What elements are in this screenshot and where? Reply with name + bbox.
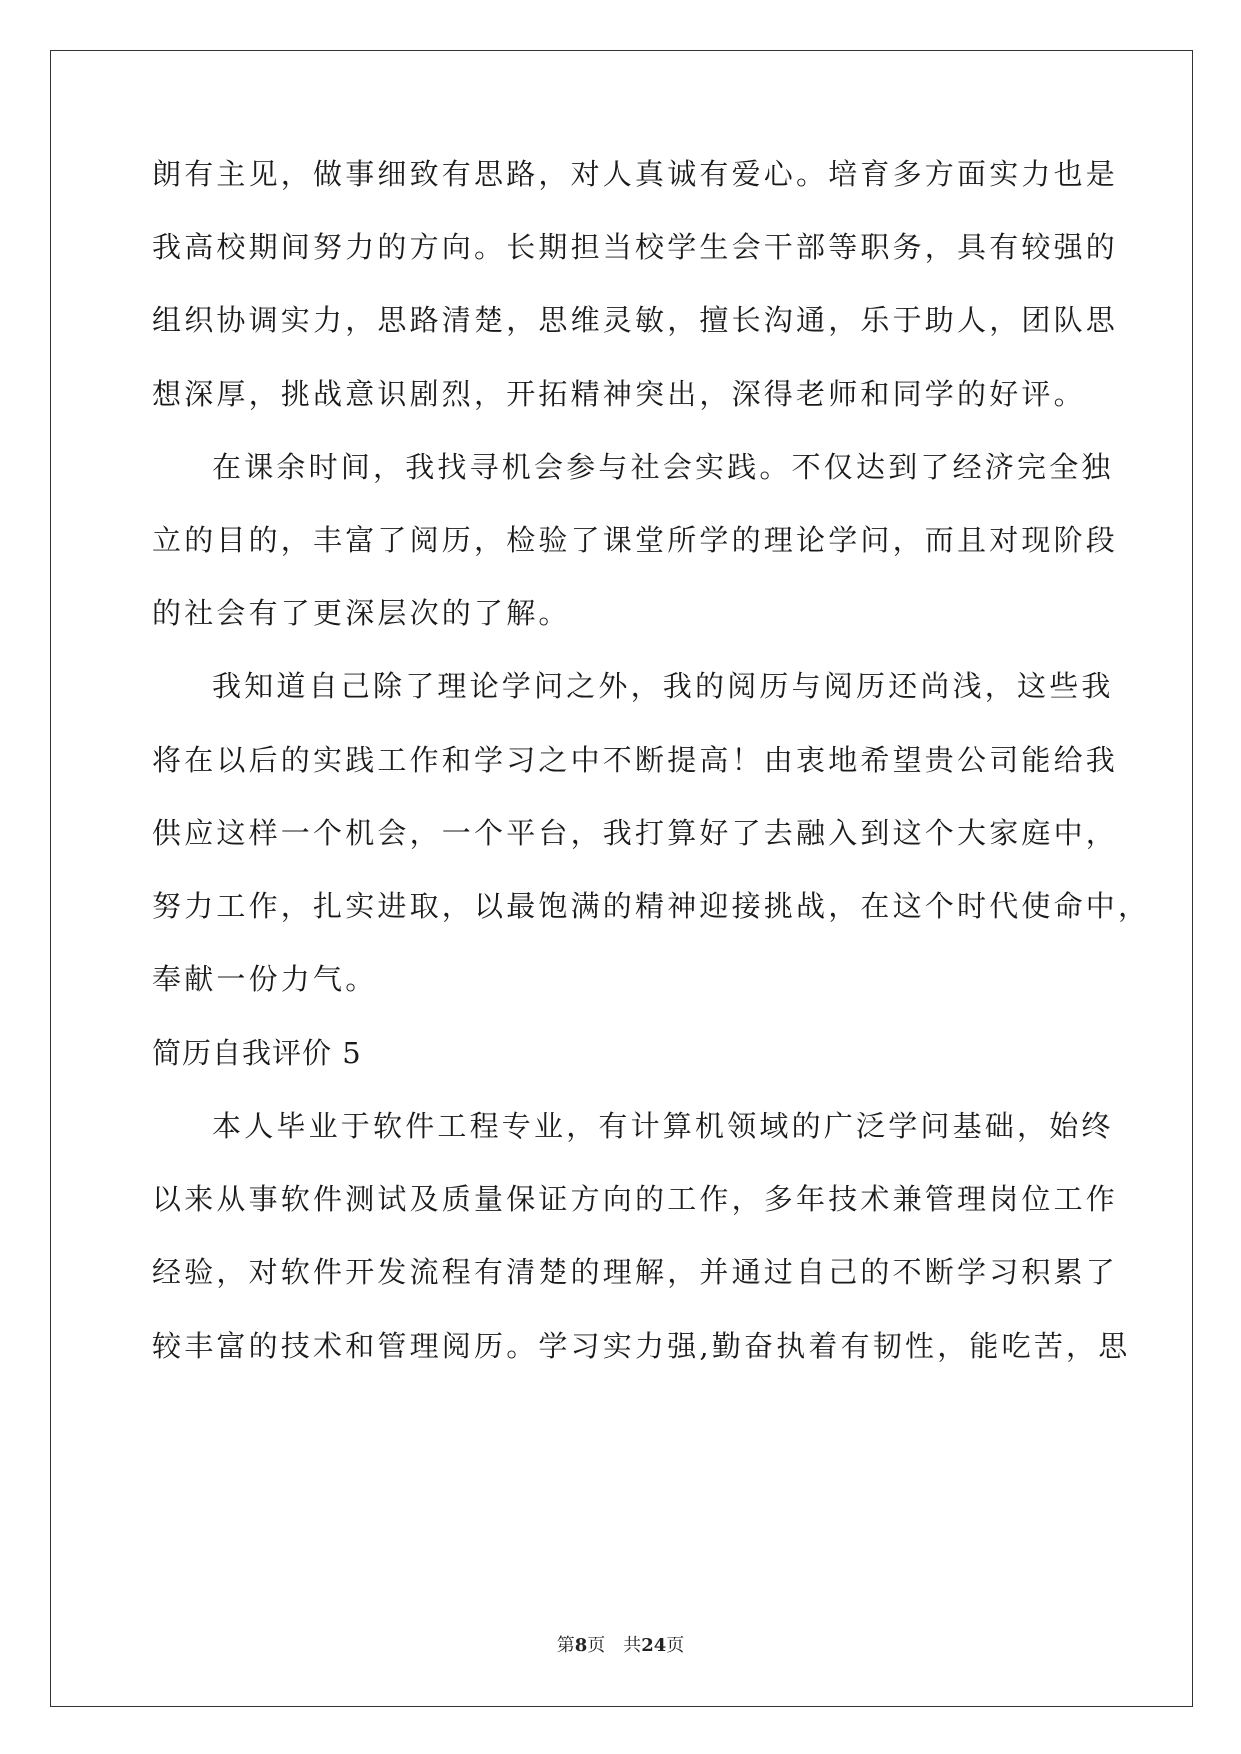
- footer-suffix: 页: [666, 1635, 685, 1656]
- body-line: 经验，对软件开发流程有清楚的理解，并通过自己的不断学习积累了: [152, 1255, 1119, 1289]
- body-line: 的社会有了更深层次的了解。: [152, 596, 571, 630]
- current-page-number: 8: [574, 1635, 588, 1656]
- body-line: 组织协调实力，思路清楚，思维灵敏，擅长沟通，乐于助人，团队思: [152, 303, 1119, 337]
- body-line: 朗有主见，做事细致有思路，对人真诚有爱心。培育多方面实力也是: [152, 157, 1119, 191]
- total-page-count: 24: [641, 1635, 667, 1656]
- page-border: [50, 50, 1193, 1707]
- body-line: 想深厚，挑战意识剧烈，开拓精神突出，深得老师和同学的好评。: [152, 377, 1086, 411]
- section-heading: 简历自我评价 5: [152, 1036, 362, 1070]
- paragraph-first-line: 本人毕业于软件工程专业，有计算机领域的广泛学问基础，始终: [212, 1109, 1114, 1143]
- body-line: 奉献一份力气。: [152, 962, 378, 996]
- page-footer: [0, 1634, 1241, 1658]
- body-line: 我高校期间努力的方向。长期担当校学生会干部等职务，具有较强的: [152, 230, 1119, 264]
- body-line: 供应这样一个机会，一个平台，我打算好了去融入到这个大家庭中，: [152, 816, 1119, 850]
- footer-prefix: 第: [556, 1635, 575, 1656]
- body-line: 将在以后的实践工作和学习之中不断提高！由衷地希望贵公司能给我: [152, 743, 1119, 777]
- footer-mid: 页 共: [587, 1635, 642, 1656]
- body-line: 较丰富的技术和管理阅历。学习实力强,勤奋执着有韧性，能吃苦，思: [152, 1329, 1131, 1363]
- body-line: 立的目的，丰富了阅历，检验了课堂所学的理论学问，而且对现阶段: [152, 523, 1119, 557]
- body-line: 努力工作，扎实进取，以最饱满的精神迎接挑战，在这个时代使命中，: [152, 889, 1151, 923]
- paragraph-first-line: 我知道自己除了理论学问之外，我的阅历与阅历还尚浅，这些我: [212, 669, 1114, 703]
- body-line: 以来从事软件测试及质量保证方向的工作，多年技术兼管理岗位工作: [152, 1182, 1119, 1216]
- paragraph-first-line: 在课余时间，我找寻机会参与社会实践。不仅达到了经济完全独: [212, 450, 1114, 484]
